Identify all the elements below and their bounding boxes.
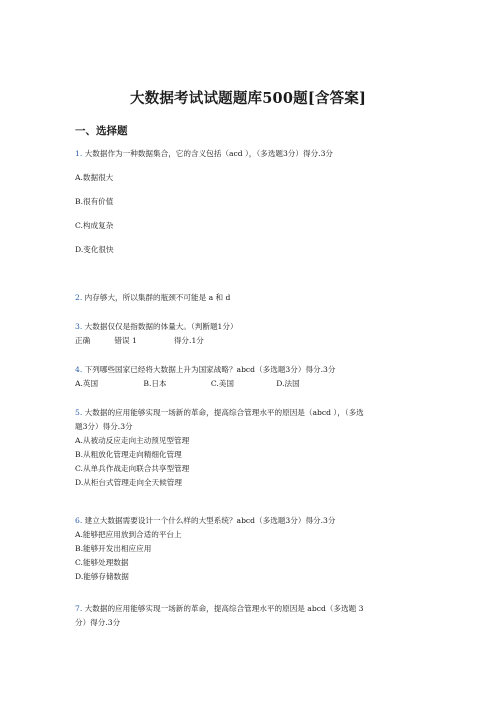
answer-score: 得分.1分 (173, 336, 204, 345)
question-text: 内存够大，所以集群的瓶颈不可能是 a 和 d (84, 293, 231, 302)
question-5 (75, 408, 425, 418)
question-number: 5. (75, 408, 83, 417)
option-b: B.能够开发出相应应用 (75, 544, 152, 553)
question-text: 大数据的应用能够实现一场新的革命，提高综合管理水平的原因是 abcd（多选题 3 (84, 604, 364, 613)
document-title: 大数据考试试题题库500题[含答案] (129, 90, 367, 107)
question-text-continued: 分）得分.3分 (75, 618, 121, 627)
question-1 (75, 149, 425, 159)
option-a: A.英国 (75, 379, 99, 388)
option-a: A.数据很大 (75, 173, 114, 182)
section-heading: 一、选择题 (75, 125, 128, 137)
answer-correct: 正确 (75, 336, 91, 345)
option-c: C.美国 (210, 379, 234, 388)
question-text-continued: 题3分）得分.3分 (75, 422, 133, 431)
answer-wrong: 错误 1 (114, 336, 137, 345)
question-text: 建立大数据需要设计一个什么样的大型系统？abcd（多选题3分）得分.3分 (84, 516, 336, 525)
option-a: A.能够把应用放到合适的平台上 (75, 530, 182, 539)
question-number: 4. (75, 365, 83, 374)
question-2 (75, 293, 425, 303)
question-number: 2. (75, 293, 83, 302)
option-d: D.能够存储数据 (75, 572, 129, 581)
question-number: 7. (75, 604, 83, 613)
option-d: D.法国 (276, 379, 300, 388)
question-7 (75, 604, 425, 614)
question-3 (75, 322, 425, 332)
question-number: 3. (75, 322, 83, 331)
option-c: C.构成复杂 (75, 221, 114, 230)
question-6 (75, 516, 425, 526)
question-4 (75, 365, 425, 375)
option-a: A.从被动反应走向主动预见型管理 (75, 436, 190, 445)
option-b: B.很有价值 (75, 197, 114, 206)
question-text: 大数据仅仅是指数据的体量大。（判断题1分） (84, 322, 238, 331)
question-text: 下列哪些国家已经将大数据上升为国家战略？abcd（多选题3分）得分.3分 (84, 365, 336, 374)
question-number: 1. (75, 149, 83, 158)
question-text: 大数据的应用能够实现一场新的革命，提高综合管理水平的原因是（abcd ），（多选 (84, 408, 364, 417)
option-d: D.从柜台式管理走向全天候管理 (75, 478, 182, 487)
question-text: 大数据作为一种数据集合，它的含义包括（acd ），（多选题3分）得分.3分 (84, 149, 334, 158)
option-b: B.日本 (143, 379, 167, 388)
option-d: D.变化很快 (75, 245, 114, 254)
option-b: B.从粗放化管理走向精细化管理 (75, 450, 182, 459)
options-row (75, 379, 425, 389)
question-number: 6. (75, 516, 83, 525)
option-c: C.从单兵作战走向联合共享型管理 (75, 464, 190, 473)
answer-row (75, 336, 425, 346)
option-c: C.能够处理数据 (75, 558, 129, 567)
